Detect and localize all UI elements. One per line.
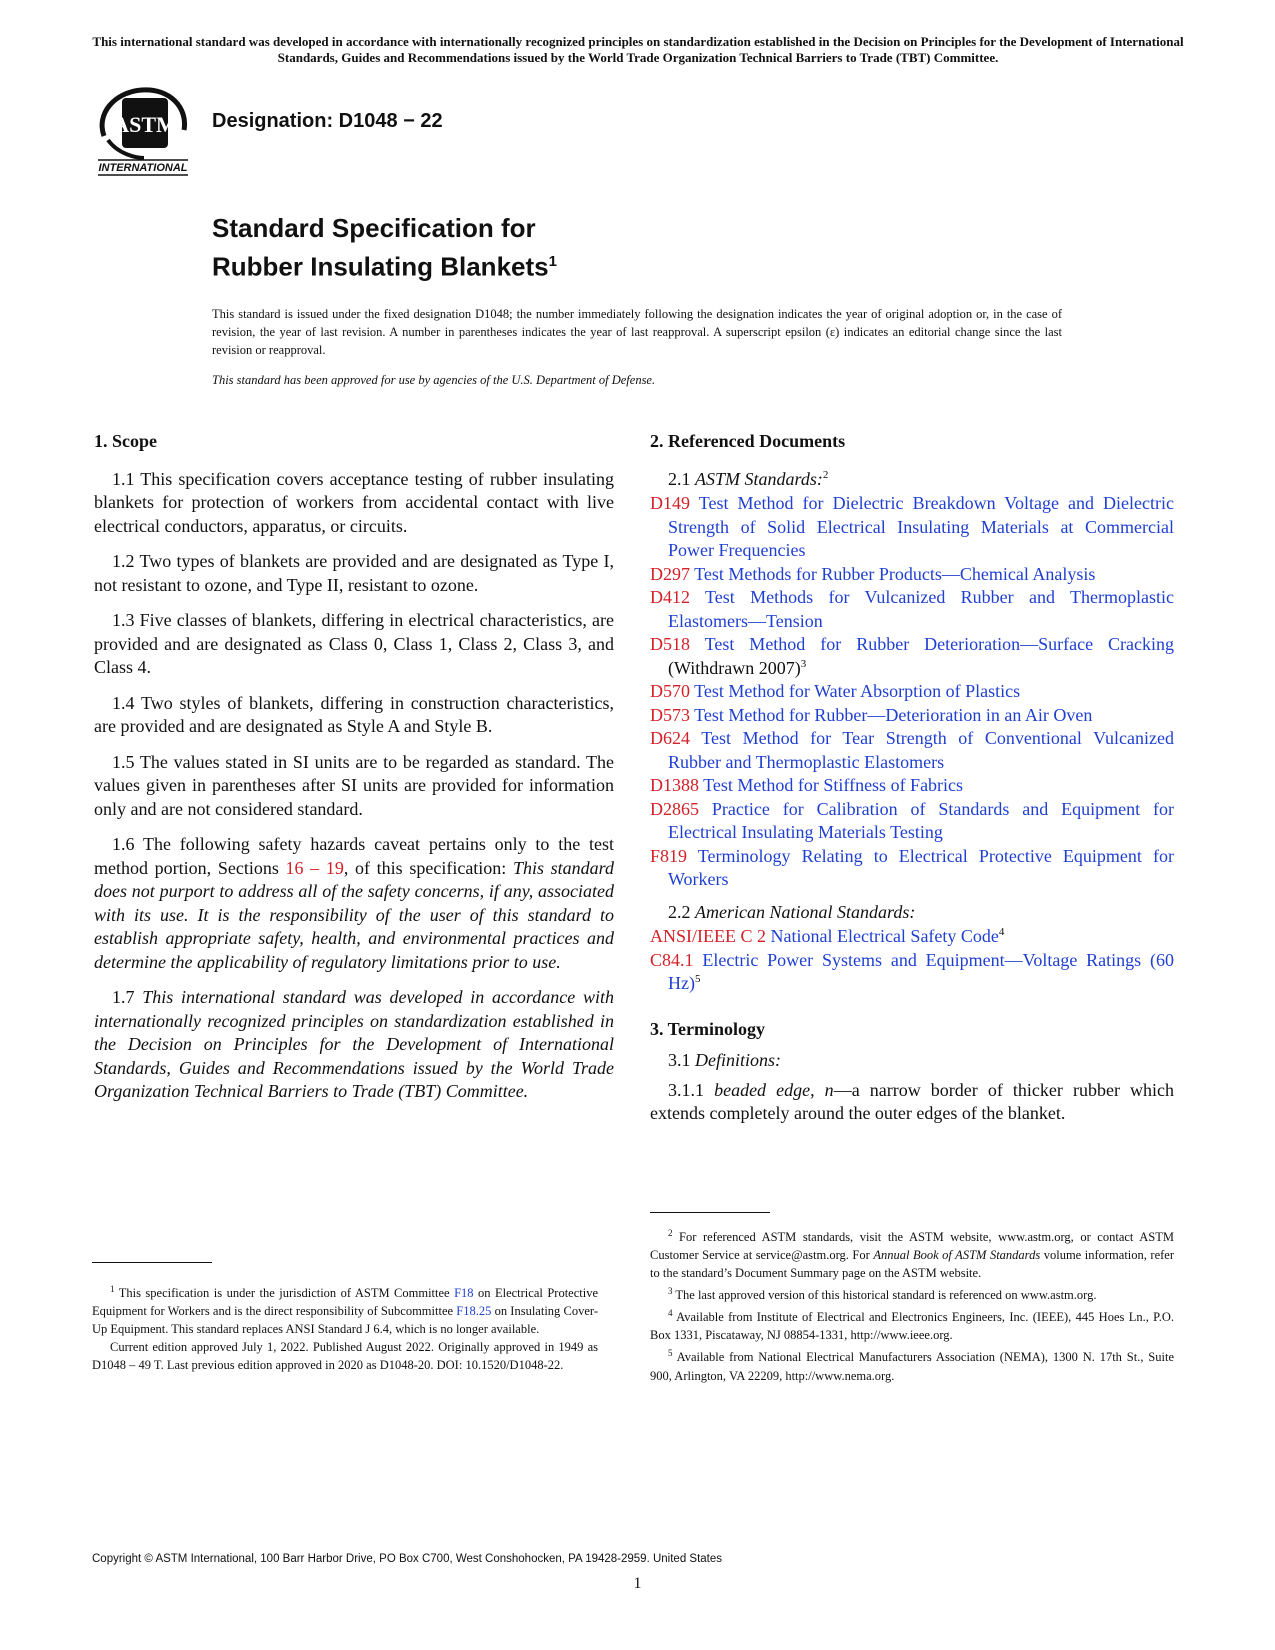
footnote-rule-left (92, 1262, 212, 1263)
committee-f18-link[interactable]: F18 (454, 1286, 474, 1301)
reference-footnote-mark: 5 (694, 973, 701, 985)
astm-standards-list (650, 492, 1174, 892)
document-title (212, 212, 557, 284)
ansi-standards-list (650, 925, 1174, 996)
reference-item (650, 704, 1174, 728)
scope-1-1: 1.1 This specification covers acceptance testing of rubber insulating blankets for protection of workers from accidental contact with live electrical conductors, apparatus, or circuits. (94, 468, 614, 536)
scope-1-7-num: 1.7 (112, 987, 143, 1007)
scope-1-2: 1.2 Two types of blankets are provided and are designated as Type I, not resistant to ozone, and Type II, resistant to ozone. (94, 551, 614, 595)
reference-item (650, 633, 1174, 680)
scope-heading: 1. Scope (94, 431, 157, 451)
reference-code-link[interactable]: D2865 (650, 798, 699, 819)
copyright: Copyright © ASTM International, 100 Barr Harbor Drive, PO Box C700, West Conshohocken, PA 19428-2959. United States (92, 1553, 723, 1565)
subcommittee-link[interactable]: F18.25 (456, 1304, 492, 1319)
left-column (94, 430, 614, 1116)
reference-title-link[interactable]: Test Method for Stiffness of Fabrics (699, 775, 964, 795)
term-beaded-edge: beaded edge, n (714, 1079, 834, 1100)
referenced-heading: 2. Referenced Documents (650, 431, 846, 451)
logo-international: INTERNATIONAL (98, 162, 188, 174)
reference-title-link[interactable]: Test Methods for Rubber Products—Chemical Analysis (690, 563, 1096, 584)
footnote-5: $^5$ Available from National Electrical Manufacturers Association (NEMA), 1300 N. 17th St., Suite 900, Arlington, VA 22209, http://www.nema.org. (650, 1348, 1174, 1383)
sections-link[interactable]: 16 – 19 (285, 857, 344, 878)
footnote-4: $^4$ Available from Institute of Electrical and Electronics Engineers, Inc. (IEEE), 445 Hoes Ln., P.O. Box 1331, Piscataway, NJ 08854-1331, http://www.ieee.org. (650, 1308, 1174, 1343)
reference-title-link[interactable]: Terminology Relating to Electrical Protective Equipment for Workers (668, 845, 1174, 889)
page-number: 1 (633, 1575, 642, 1592)
reference-title-link[interactable]: Electric Power Systems and Equipment—Voltage Ratings (60 Hz) (668, 949, 1174, 993)
astm-standards-label: 2.1 ASTM Standards:$^2$ (668, 468, 829, 489)
dod-approval: This standard has been approved for use by agencies of the U.S. Department of Defense. (212, 373, 656, 387)
reference-code-link[interactable]: C84.1 (650, 949, 694, 970)
reference-title-link[interactable]: Test Method for Rubber—Deterioration in an Air Oven (690, 704, 1093, 725)
reference-code-link[interactable]: D297 (650, 563, 690, 584)
astm-logo-graphic (92, 84, 196, 180)
logo-letters: ASTM (113, 112, 177, 137)
reference-code-link[interactable]: ANSI/IEEE C 2 (650, 926, 766, 946)
title-footnote-mark: 1 (548, 253, 557, 270)
reference-title-link[interactable]: Practice for Calibration of Standards and Equipment for Electrical Insulating Materials Testing (668, 798, 1174, 842)
scope-1-3: 1.3 Five classes of blankets, differing in electrical characteristics, are provided and are designated as Class 0, Class 1, Class 2, Class 3, and Class 4. (94, 610, 614, 677)
scope-1-4: 1.4 Two styles of blankets, differing in construction characteristics, are provided and are designated as Style A and Style B. (94, 692, 614, 736)
reference-code-link[interactable]: D149 (650, 493, 690, 513)
issuance-statement: This standard is issued under the fixed designation D1048; the number immediately following the designation indicates the year of original adoption or, in the case of revision, the year of last revision. A number in parentheses indicates the year of last reapproval. A superscript epsilon (ε) indicates an editorial change since the last revision or reapproval. (212, 307, 1062, 357)
reference-code-link[interactable]: D412 (650, 587, 690, 607)
reference-item (650, 492, 1174, 563)
terminology-heading: 3. Terminology (650, 1018, 766, 1039)
reference-item (650, 774, 1174, 798)
right-column (650, 430, 1174, 1138)
astm-logo (92, 84, 196, 180)
reference-code-link[interactable]: D518 (650, 634, 690, 654)
definition-beaded-edge: 3.1.1 beaded edge, n—a narrow border of thicker rubber which extends completely around the outer edges of the blanket. (650, 1079, 1174, 1123)
reference-item (650, 925, 1174, 949)
scope-1-6 (94, 833, 614, 974)
scope-1-6-text: 1.6 The following safety hazards caveat pertains only to the test method portion, Sections (94, 834, 614, 878)
footnotes-right (650, 1224, 1174, 1385)
reference-title-link[interactable]: Test Methods for Vulcanized Rubber and Thermoplastic Elastomers—Tension (668, 587, 1174, 631)
scope-1-7-text: This international standard was developed in accordance with internationally recognized principles on standardization established in the Decision on Principles for the Development of International Standards, Guides and Recommendations issued by the World Trade Organization Technical Barriers to Trade (TBT) Committee. (94, 987, 614, 1101)
reference-item (650, 949, 1174, 996)
reference-title-link[interactable]: Test Method for Tear Strength of Conventional Vulcanized Rubber and Thermoplastic Elastomers (668, 728, 1174, 772)
ansi-standards-label: 2.2 American National Standards: (668, 901, 916, 922)
reference-title-link[interactable]: Test Method for Water Absorption of Plastics (690, 681, 1021, 701)
reference-item (650, 727, 1174, 774)
reference-title-link[interactable]: National Electrical Safety Code (766, 926, 999, 946)
footnotes-left (92, 1280, 598, 1374)
footnote-2: $^2$ For referenced ASTM standards, visit the ASTM website, www.astm.org, or contact ASTM Customer Service at service@astm.org. For Annual Book of ASTM Standards volume information, refer to the standard’s Document Summary page on the ASTM website. (650, 1228, 1174, 1281)
footnote-3: $^3$ The last approved version of this historical standard is referenced on www.astm.org. (668, 1286, 1097, 1303)
reference-item (650, 845, 1174, 892)
designation: Designation: D1048 − 22 (212, 110, 443, 132)
reference-item (650, 563, 1174, 587)
title-line-2: Rubber Insulating Blankets (212, 251, 549, 282)
wto-notice: This international standard was developed in accordance with internationally recognized principles on standardization established in the Decision on Principles for the Development of International Standards, Guides and Recommendations issued by the World Trade Organization Technical Barriers to Trade (TBT) Committee. (92, 34, 1184, 65)
reference-title-link[interactable]: Test Method for Dielectric Breakdown Voltage and Dielectric Strength of Solid Electrical Insulating Materials at Commercial Power Frequencies (668, 493, 1174, 560)
reference-code-link[interactable]: D1388 (650, 775, 699, 795)
scope-1-6-mid: , of this specification: (343, 857, 513, 878)
reference-item (650, 586, 1174, 633)
reference-footnote-mark: 4 (998, 926, 1005, 938)
reference-title-link[interactable]: Test Method for Rubber Deterioration—Surface Cracking (690, 634, 1174, 654)
reference-footnote-mark: 3 (800, 657, 807, 670)
reference-note: (Withdrawn 2007) (668, 657, 801, 678)
safety-caveat: This standard does not purport to address all of the safety concerns, if any, associated with its use. It is the responsibility of the user of this standard to establish appropriate safety, health, and environmental practices and determine the applicability of regulatory limitations prior to use. (94, 857, 615, 972)
reference-code-link[interactable]: D624 (650, 728, 690, 748)
footnote-1: $^1$ This specification is under the jurisdiction of ASTM Committee F18 on Electrical Protective Equipment for Workers and is the direct responsibility of Subcommittee F18.25 on Insulating Cover-Up Equipment. This standard replaces ANSI Standard J 6.4, which is no longer available. (92, 1284, 599, 1337)
reference-code-link[interactable]: D573 (650, 704, 690, 725)
title-line-1: Standard Specification for (212, 213, 536, 243)
scope-1-5: 1.5 The values stated in SI units are to be regarded as standard. The values given in parentheses after SI units are provided for information only and are not considered standard. (94, 751, 614, 819)
reference-item (650, 798, 1174, 845)
scope-1-7 (94, 986, 614, 1104)
reference-code-link[interactable]: F819 (650, 845, 688, 866)
edition-info: Current edition approved July 1, 2022. Published August 2022. Originally approved in 1949 as D1048 – 49 T. Last previous edition approved in 2020 as D1048-20. DOI: 10.1520/D1048-22. (92, 1340, 598, 1373)
reference-item (650, 680, 1174, 704)
definitions-label: 3.1 Definitions: (668, 1050, 781, 1070)
reference-code-link[interactable]: D570 (650, 681, 690, 701)
footnote-rule-right (650, 1212, 770, 1213)
